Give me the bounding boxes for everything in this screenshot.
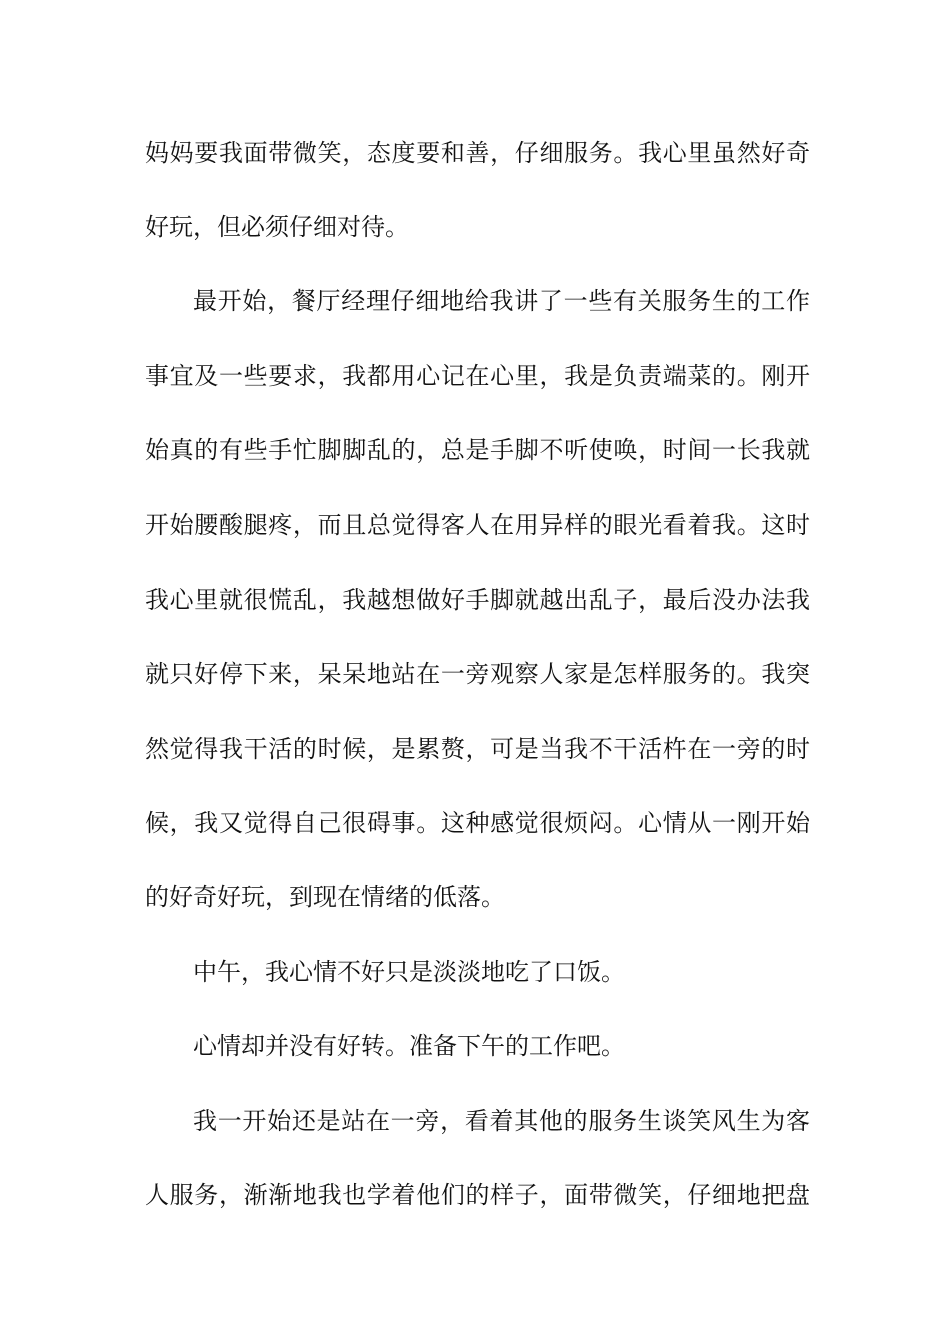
text-line: 人服务，渐渐地我也学着他们的样子，面带微笑，仔细地把盘: [145, 1181, 810, 1209]
text-line: 我心里就很慌乱，我越想做好手脚就越出乱子，最后没办法我: [145, 586, 810, 614]
text-line: 妈妈要我面带微笑，态度要和善，仔细服务。我心里虽然好奇: [145, 139, 810, 167]
text-line: 候，我又觉得自己很碍事。这种感觉很烦闷。心情从一刚开始: [145, 809, 810, 837]
text-line: 心情却并没有好转。准备下午的工作吧。: [193, 1032, 625, 1060]
text-line: 中午，我心情不好只是淡淡地吃了口饭。: [193, 958, 625, 986]
text-line: 我一开始还是站在一旁，看着其他的服务生谈笑风生为客: [193, 1107, 810, 1135]
text-line: 最开始，餐厅经理仔细地给我讲了一些有关服务生的工作: [193, 287, 810, 315]
text-line: 事宜及一些要求，我都用心记在心里，我是负责端菜的。刚开: [145, 362, 810, 390]
text-line: 然觉得我干活的时候，是累赘，可是当我不干活杵在一旁的时: [145, 735, 810, 763]
text-line: 就只好停下来，呆呆地站在一旁观察人家是怎样服务的。我突: [145, 660, 810, 688]
text-line: 开始腰酸腿疼，而且总觉得客人在用异样的眼光看着我。这时: [145, 511, 810, 539]
text-line: 好玩，但必须仔细对待。: [145, 213, 409, 241]
text-line: 的好奇好玩，到现在情绪的低落。: [145, 883, 505, 911]
text-line: 始真的有些手忙脚脚乱的，总是手脚不听使唤，时间一长我就: [145, 436, 810, 464]
